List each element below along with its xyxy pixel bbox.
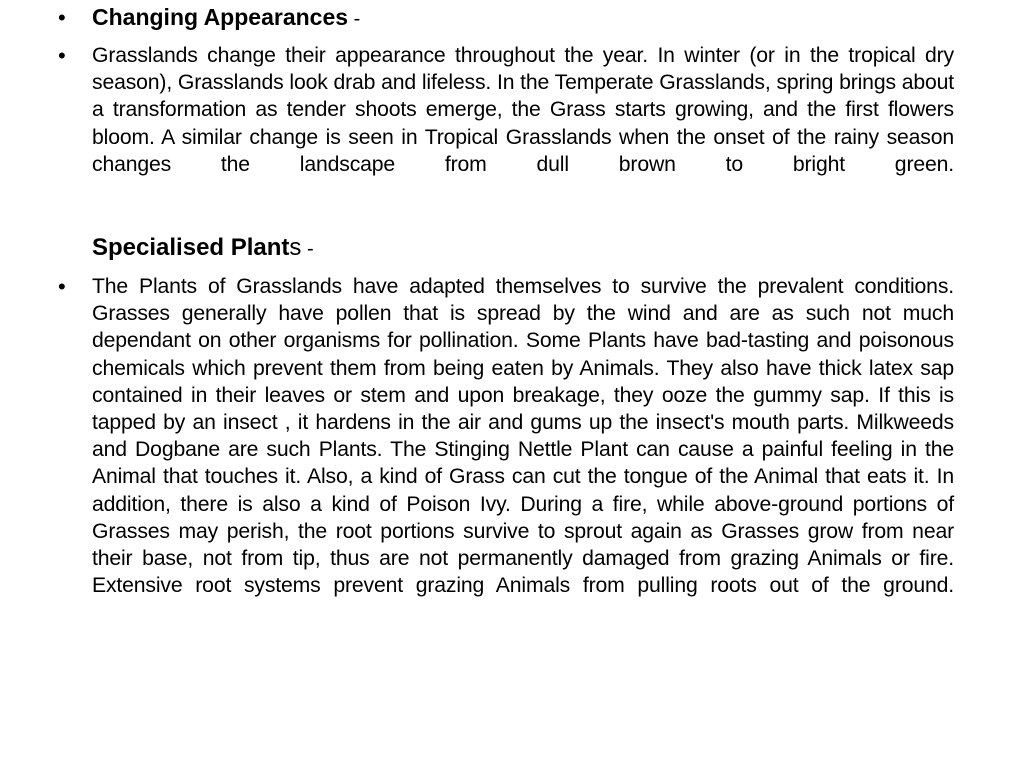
heading-text: Changing Appearances	[92, 4, 349, 30]
section-heading-changing-appearances	[92, 4, 954, 33]
paragraph-specialised-plants: The Plants of Grasslands have adapted themselves to survive the prevalent conditions. Grasses generally have pollen that is spread by the wind and are as such not much dependant on other organisms for pollination. Some Plants have bad-tasting and poisonous chemicals which prevent them from being eaten by Animals. They also have thick latex sap contained in their leaves or stem and upon breakage, they ooze the gummy sap. If this is tapped by an insect , it hardens in the air and gums up the insect's mouth parts. Milkweeds and Dogbane are such Plants. The Stinging Nettle Plant can cause a painful feeling in the Animal that touches it. Also, a kind of Grass can cut the tongue of the Animal that eats it. In addition, there is also a kind of Poison Ivy. During a fire, while above-ground portions of Grasses may perish, the root portions survive to sprout again as Grasses grow from near their base, not from tip, thus are not permanently damaged from grazing Animals or fire. Extensive root systems prevent grazing Animals from pulling roots out of the ground.	[92, 275, 954, 598]
heading-separator: -	[301, 238, 314, 260]
heading-text: Specialised Plant	[92, 234, 290, 261]
paragraph-changing-appearances: Grasslands change their appearance throughout the year. In winter (or in the tropical dry season), Grasslands look drab and lifeless. In the Temperate Grasslands, spring brings about a transformation as tender shoots emerge, the Grass starts growing, and the first flowers bloom. A similar change is seen in Tropical Grasslands when the onset of the rainy season changes the landscape from dull brown to bright green.	[92, 44, 954, 176]
bullet-icon: •	[58, 274, 66, 299]
section-heading-specialised-plants	[92, 233, 314, 264]
heading-separator: -	[348, 8, 361, 30]
bullet-icon: •	[58, 43, 66, 68]
bullet-icon: •	[58, 5, 66, 30]
heading-tail: s	[289, 234, 302, 261]
